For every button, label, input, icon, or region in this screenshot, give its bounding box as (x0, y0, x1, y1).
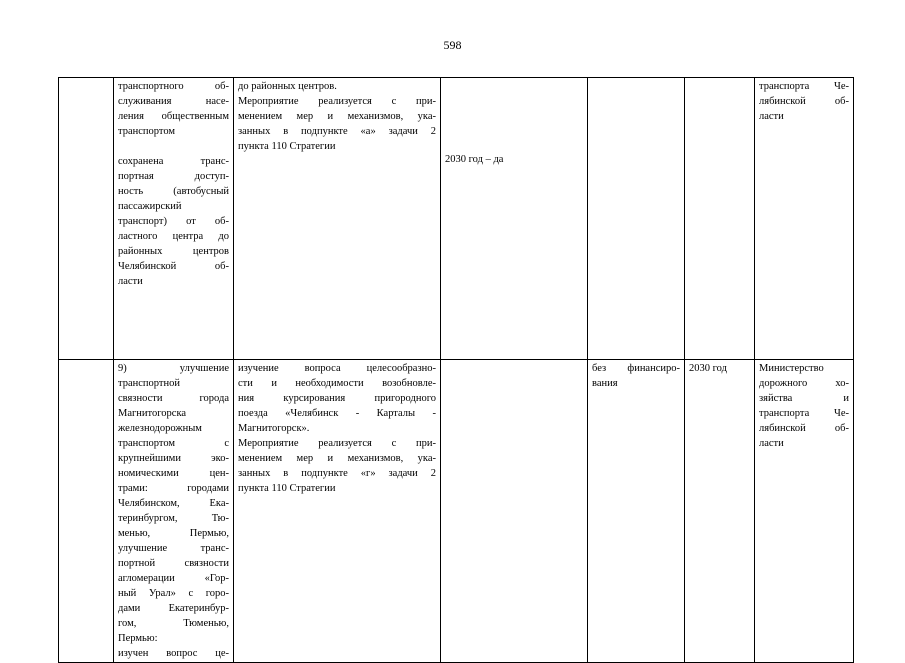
responsible-line: дорожного хо- (759, 378, 849, 389)
measure-line: занных в подпункте «а» задачи 2 (238, 126, 436, 137)
task-line: железнодорожным (118, 423, 202, 434)
number-cell (59, 78, 114, 360)
task-line: ный Урал» с горо- (118, 588, 229, 599)
responsible-line: транспорта Че- (759, 408, 849, 419)
funding-line: вания (592, 378, 618, 389)
task-line: номическими цен- (118, 468, 229, 479)
responsible-line: ласти (759, 438, 784, 449)
plan-table (58, 77, 854, 663)
measure-line: сти и необходимости возобновле- (238, 378, 436, 389)
task-line: транспортом с (118, 438, 229, 449)
task-line: менью, Пермью, (118, 528, 229, 539)
table-row (59, 360, 854, 663)
task-line: транспортного об- (118, 81, 229, 92)
measure-line: менением мер и механизмов, ука- (238, 111, 436, 122)
deadline-cell: 2030 год (685, 360, 755, 663)
task-line: сохранена транс- (118, 156, 229, 167)
indicator-cell (441, 360, 588, 663)
deadline-cell (685, 78, 755, 360)
table-row (59, 78, 854, 360)
task-line: портная доступ- (118, 171, 229, 182)
measure-cell (234, 360, 441, 663)
task-line: трами: городами (118, 483, 229, 494)
task-cell (114, 360, 234, 663)
task-line: пассажирский (118, 201, 182, 212)
task-line: районных центров (118, 246, 229, 257)
task-cell (114, 78, 234, 360)
responsible-line: лябинской об- (759, 96, 849, 107)
task-line: дами Екатеринбур- (118, 603, 229, 614)
task-line: Челябинском, Ека- (118, 498, 229, 509)
measure-line: занных в подпункте «г» задачи 2 (238, 468, 436, 479)
task-line: ласти (118, 276, 143, 287)
task-line: улучшение транс- (118, 543, 229, 554)
funding-cell (588, 78, 685, 360)
task-line: связности города (118, 393, 229, 404)
responsible-line: лябинской об- (759, 423, 849, 434)
responsible-line: Министерство (759, 363, 824, 374)
funding-line: без финансиро- (592, 363, 680, 374)
task-line: транспорт) от об- (118, 216, 229, 227)
task-line: служивания насе- (118, 96, 229, 107)
task-line: транспортной (118, 378, 180, 389)
measure-line: поезда «Челябинск - Карталы - (238, 408, 436, 419)
indicator-value: 2030 год – да (445, 154, 504, 165)
task-line: портной связности (118, 558, 229, 569)
task-line: ность (автобусный (118, 186, 229, 197)
task-line: изучен вопрос це- (118, 648, 229, 659)
measure-line: изучение вопроса целесообразно- (238, 363, 436, 374)
task-line: 9) улучшение (118, 363, 229, 374)
indicator-cell (441, 78, 588, 360)
task-line: теринбургом, Тю- (118, 513, 229, 524)
measure-line: Магнитогорск». (238, 423, 310, 434)
task-line: агломерации «Гор- (118, 573, 229, 584)
measure-line: пункта 110 Стратегии (238, 141, 336, 152)
measure-line: до районных центров. (238, 81, 337, 92)
responsible-cell (755, 360, 854, 663)
responsible-line: зяйства и (759, 393, 849, 404)
measure-line: ния курсирования пригородного (238, 393, 436, 404)
number-cell (59, 360, 114, 663)
task-line: Пермью: (118, 633, 158, 644)
task-line: Челябинской об- (118, 261, 229, 272)
measure-cell (234, 78, 441, 360)
funding-cell (588, 360, 685, 663)
task-line: гом, Тюменью, (118, 618, 229, 629)
responsible-line: ласти (759, 111, 784, 122)
task-line: ления общественным транспортом (118, 111, 229, 137)
responsible-line: транспорта Че- (759, 81, 849, 92)
page-number: 598 (443, 38, 462, 52)
measure-line: Мероприятие реализуется с при- (238, 96, 436, 107)
task-line: ластного центра до (118, 231, 229, 242)
measure-line: пункта 110 Стратегии (238, 483, 336, 494)
task-line: Магнитогорска (118, 408, 187, 419)
measure-line: менением мер и механизмов, ука- (238, 453, 436, 464)
task-line: крупнейшими эко- (118, 453, 229, 464)
measure-line: Мероприятие реализуется с при- (238, 438, 436, 449)
responsible-cell (755, 78, 854, 360)
